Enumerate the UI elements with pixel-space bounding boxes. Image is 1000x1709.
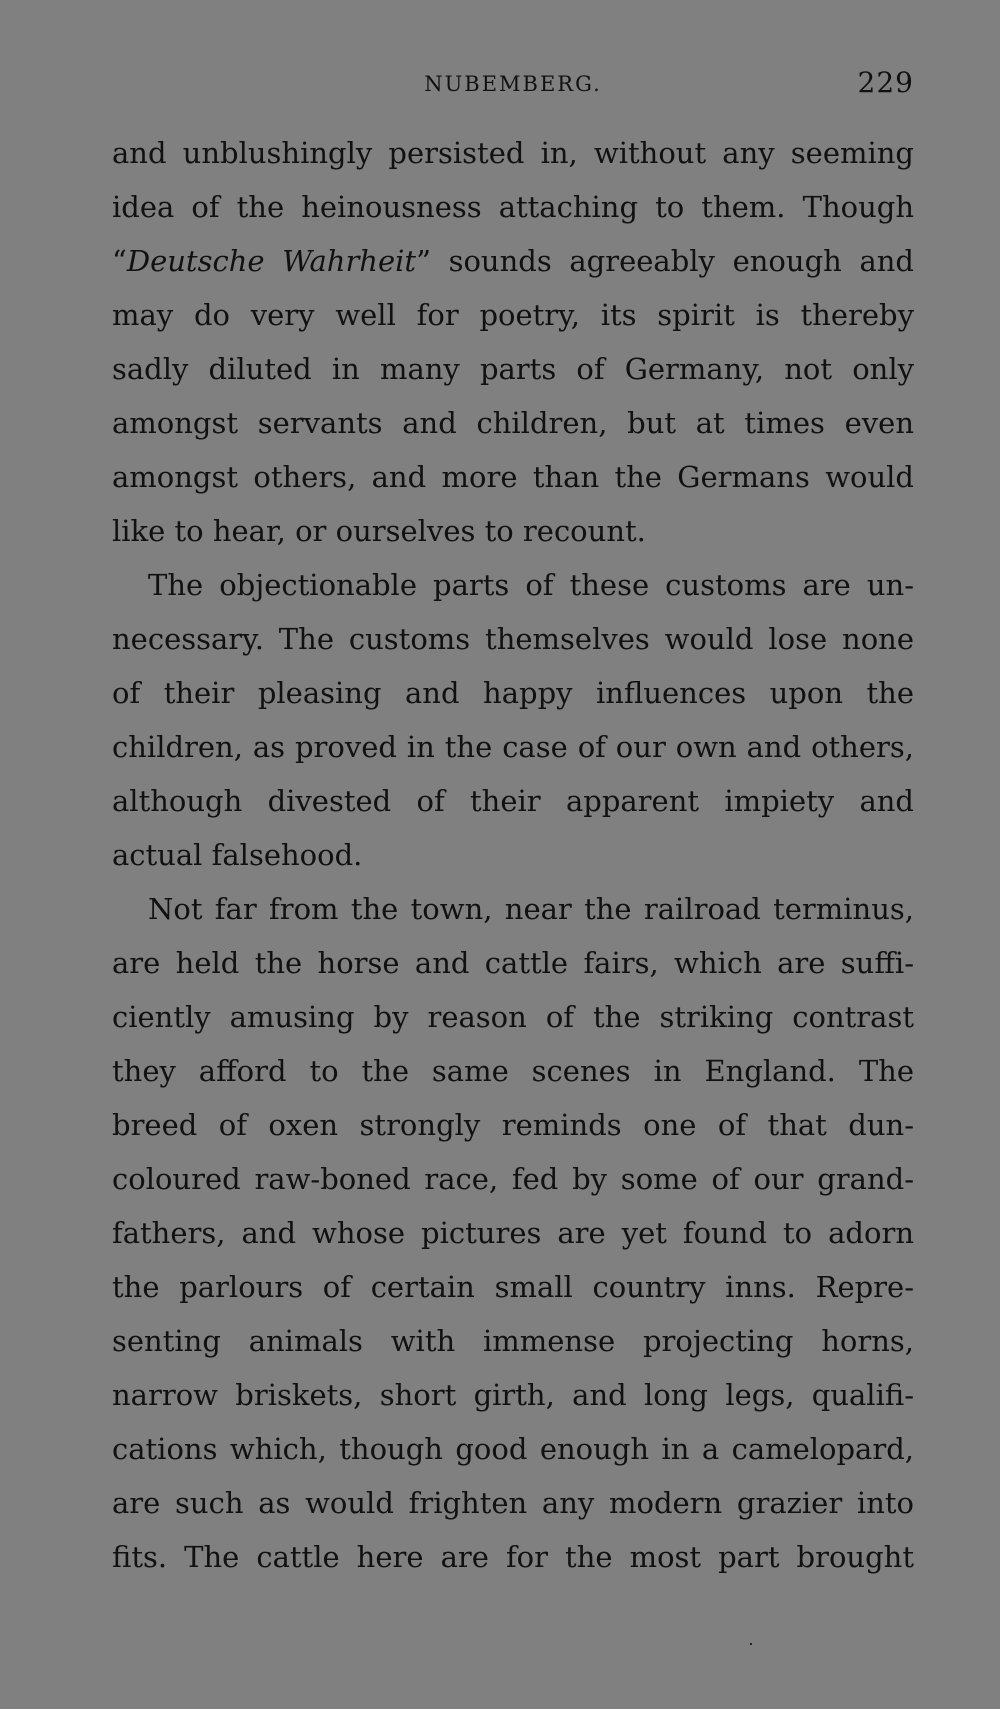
body-text [112, 126, 914, 1584]
text-line: like to hear, or ourselves to recount. [112, 514, 646, 548]
text-line: sadly diluted in many parts of Germany, not only [112, 352, 914, 386]
text-line: Not far from the town, near the railroad terminus, [148, 892, 914, 926]
text-line: are held the horse and cattle fairs, which are suffi- [112, 946, 914, 980]
text-line: the parlours of certain small country inns. Repre- [112, 1270, 914, 1304]
text-line: narrow briskets, short girth, and long legs, qualifi- [112, 1378, 914, 1412]
text-line: amongst others, and more than the Germans would [112, 460, 914, 494]
text-line: children, as proved in the case of our own and others, [112, 730, 914, 764]
open-quote: “ [112, 244, 127, 278]
text-line: amongst servants and children, but at times even [112, 406, 914, 440]
text-line: ciently amusing by reason of the striking contrast [112, 1000, 914, 1034]
text-line [112, 234, 914, 288]
text-line: coloured raw-boned race, fed by some of our grand- [112, 1162, 914, 1196]
book-page [112, 0, 914, 1709]
close-quote: ” [416, 244, 431, 278]
text-line: fits. The cattle here are for the most part brought [112, 1540, 914, 1574]
page-number: 229 [857, 66, 914, 99]
text-line: necessary. The customs themselves would lose none [112, 622, 914, 656]
text-line: cations which, though good enough in a camelopard, [112, 1432, 914, 1466]
text-line: idea of the heinousness attaching to them. Though [112, 190, 914, 224]
paragraph-3 [112, 882, 914, 1584]
italic-phrase: Deutsche Wahrheit [126, 244, 417, 278]
paragraph-2 [112, 558, 914, 882]
text-line: are such as would frighten any modern grazier into [112, 1486, 914, 1520]
text-line: they afford to the same scenes in England. The [112, 1054, 914, 1088]
text-line: senting animals with immense projecting horns, [112, 1324, 914, 1358]
text-line: The objectionable parts of these customs are un- [148, 568, 914, 602]
text-line: may do very well for poetry, its spirit is thereby [112, 298, 914, 332]
text-line: although divested of their apparent impiety and [112, 784, 914, 818]
text-line: and unblushingly persisted in, without any seeming [112, 136, 914, 170]
paragraph-1 [112, 126, 914, 558]
text-fragment: sounds agreeably enough and [430, 244, 914, 278]
print-speck [750, 1643, 752, 1645]
running-head-title: NUBEMBERG. [424, 72, 602, 96]
running-head [112, 66, 914, 106]
text-line: of their pleasing and happy influences upon the [112, 676, 914, 710]
text-line: actual falsehood. [112, 838, 363, 872]
text-line: fathers, and whose pictures are yet found to adorn [112, 1216, 914, 1250]
text-line: breed of oxen strongly reminds one of that dun- [112, 1108, 914, 1142]
